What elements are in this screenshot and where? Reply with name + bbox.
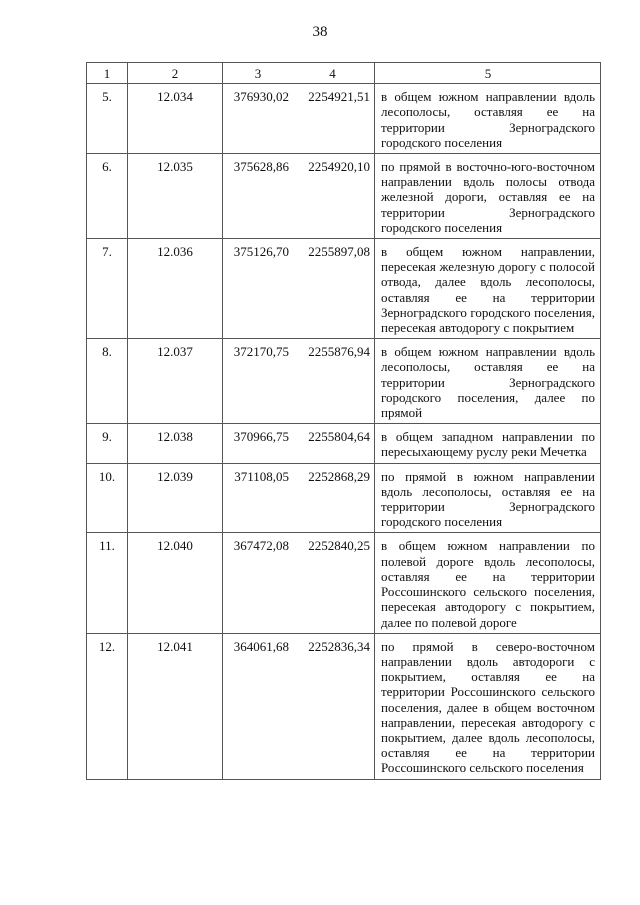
coordinate-y: 2255897,08 [291, 239, 375, 339]
table-body [87, 84, 601, 779]
table-row [87, 84, 601, 154]
row-number: 8. [87, 339, 128, 424]
coordinate-y: 2255804,64 [291, 424, 375, 463]
table-header [87, 63, 601, 84]
coordinate-x: 372170,75 [223, 339, 292, 424]
boundary-description: по прямой в северо-восточном направлении вдоль автодороги с покрытием, оставляя ее на территории Россошинского сельского поселения, далее в общем восточном направлении, пересекая автодорогу с покрытием, далее вдоль лесополосы, оставляя ее на территории Россошинского сельского поселения [375, 633, 601, 779]
coordinate-y: 2252836,34 [291, 633, 375, 779]
coordinate-x: 375628,86 [223, 154, 292, 239]
coordinate-x: 364061,68 [223, 633, 292, 779]
table-row [87, 633, 601, 779]
point-number: 12.034 [128, 84, 223, 154]
header-col-5: 5 [375, 63, 601, 84]
header-col-4: 4 [291, 63, 375, 84]
table-row [87, 533, 601, 633]
point-number: 12.037 [128, 339, 223, 424]
boundary-description: по прямой в южном направлении вдоль лесополосы, оставляя ее на территории Зерноградского городского поселения [375, 463, 601, 533]
table-row [87, 339, 601, 424]
row-number: 10. [87, 463, 128, 533]
point-number: 12.041 [128, 633, 223, 779]
coordinate-y: 2254920,10 [291, 154, 375, 239]
table-row [87, 424, 601, 463]
row-number: 9. [87, 424, 128, 463]
coordinate-y: 2254921,51 [291, 84, 375, 154]
coordinate-y: 2255876,94 [291, 339, 375, 424]
coordinate-x: 371108,05 [223, 463, 292, 533]
point-number: 12.039 [128, 463, 223, 533]
coordinate-x: 375126,70 [223, 239, 292, 339]
coordinate-x: 367472,08 [223, 533, 292, 633]
boundary-description: в общем южном направлении вдоль лесополосы, оставляя ее на территории Зерноградского городского поселения [375, 84, 601, 154]
table-row [87, 463, 601, 533]
table-row [87, 154, 601, 239]
row-number: 5. [87, 84, 128, 154]
page-number: 38 [312, 24, 328, 40]
point-number: 12.040 [128, 533, 223, 633]
point-number: 12.035 [128, 154, 223, 239]
point-number: 12.036 [128, 239, 223, 339]
boundary-description: в общем западном направлении по пересыхающему руслу реки Мечетка [375, 424, 601, 463]
table-row [87, 239, 601, 339]
boundary-description: в общем южном направлении по полевой дороге вдоль лесополосы, оставляя ее на территории Россошинского сельского поселения, пересекая автодорогу с покрытием, далее по полевой дороге [375, 533, 601, 633]
coordinate-y: 2252840,25 [291, 533, 375, 633]
coordinate-x: 370966,75 [223, 424, 292, 463]
header-col-3: 3 [223, 63, 292, 84]
point-number: 12.038 [128, 424, 223, 463]
coordinate-x: 376930,02 [223, 84, 292, 154]
header-row [87, 63, 601, 84]
row-number: 12. [87, 633, 128, 779]
row-number: 6. [87, 154, 128, 239]
row-number: 7. [87, 239, 128, 339]
header-col-2: 2 [128, 63, 223, 84]
row-number: 11. [87, 533, 128, 633]
boundary-table [86, 62, 601, 780]
boundary-description: в общем южном направлении вдоль лесополосы, оставляя ее на территории Зерноградского городского поселения, далее по прямой [375, 339, 601, 424]
boundary-description: в общем южном направлении, пересекая железную дорогу с полосой отвода, далее вдоль лесополосы, оставляя ее на территории Зерноградского городского поселения, пересекая автодорогу с покрытием [375, 239, 601, 339]
header-col-1: 1 [87, 63, 128, 84]
coordinate-y: 2252868,29 [291, 463, 375, 533]
boundary-description: по прямой в восточно-юго-восточном направлении вдоль полосы отвода железной дороги, оставляя ее на территории Зерноградского городского поселения [375, 154, 601, 239]
